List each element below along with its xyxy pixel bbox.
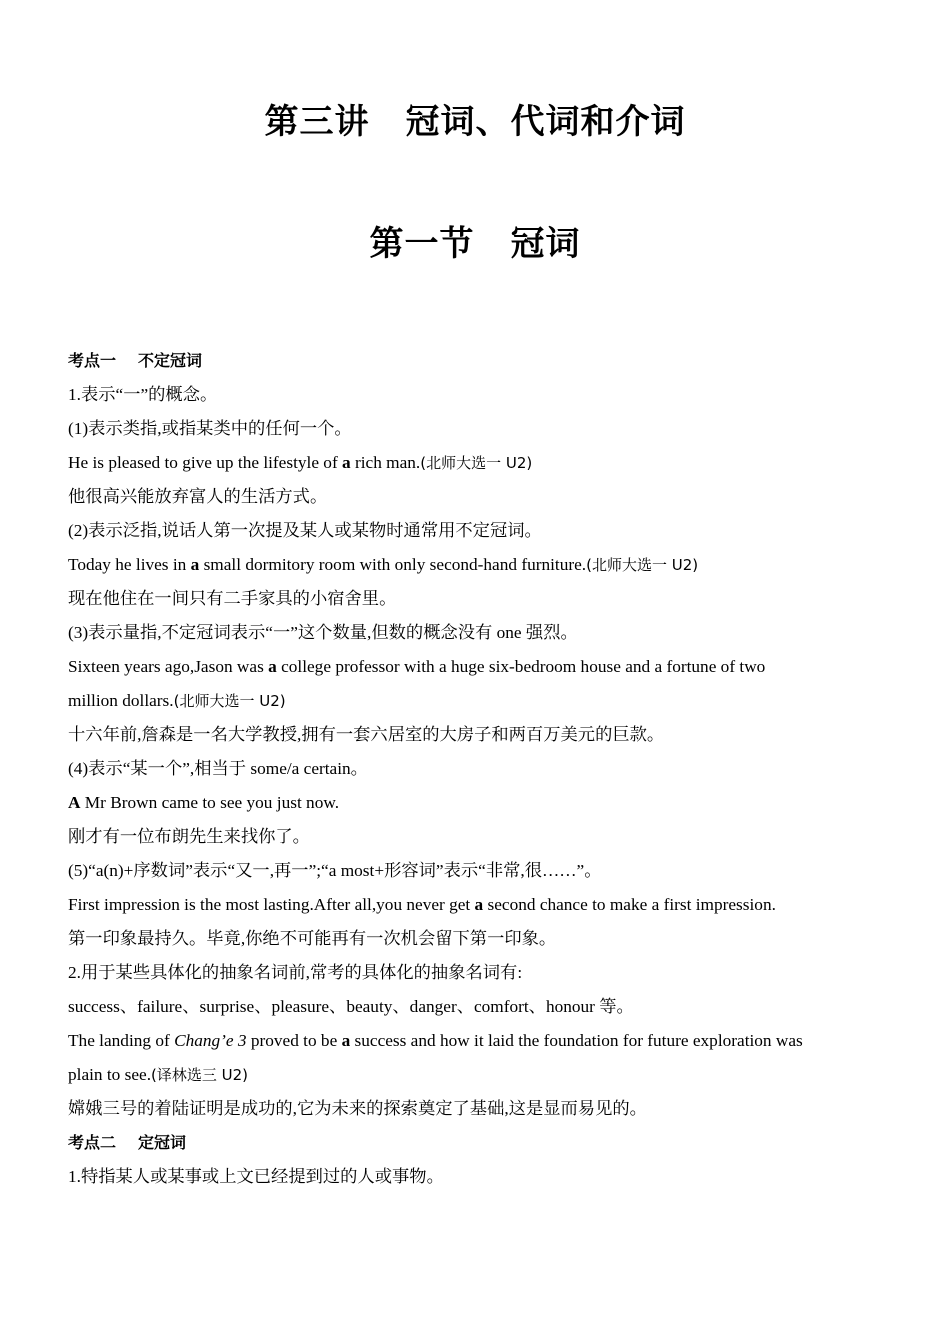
rule-1: 1.表示“一”的概念。 <box>68 385 218 404</box>
example-sentence-continued: million dollars.(北师大选一 U2) <box>68 691 286 710</box>
example-sentence: A Mr Brown came to see you just now. <box>68 793 340 812</box>
example-sentence: First impression is the most lasting.After all,you never get a second chance to make a first impression. <box>68 895 776 914</box>
example-translation: 他很高兴能放弃富人的生活方式。 <box>68 487 328 506</box>
chapter-title <box>0 94 950 143</box>
key-point-heading-1: 考点一 不定冠词 <box>68 351 203 370</box>
example-translation: 十六年前,詹森是一名大学教授,拥有一套六居室的大房子和两百万美元的巨款。 <box>68 725 665 744</box>
example-sentence: The landing of Chang’e 3 proved to be a success and how it laid the foundation for future exploration was <box>68 1031 803 1050</box>
section-number: 第一节 <box>369 224 475 264</box>
rule-1-5: (5)“a(n)+序数词”表示“又一,再一”;“a most+形容词”表示“非常,很……”。 <box>68 861 602 880</box>
rule-1-2: (2)表示泛指,说话人第一次提及某人或某物时通常用不定冠词。 <box>68 521 542 540</box>
source-note: (北师大选一 U2) <box>586 556 699 574</box>
example-translation: 第一印象最持久。毕竟,你绝不可能再有一次机会留下第一印象。 <box>68 929 557 948</box>
example-sentence-continued: plain to see.(译林选三 U2) <box>68 1065 249 1084</box>
example-sentence: Sixteen years ago,Jason was a college professor with a huge six-bedroom house and a fortune of two <box>68 657 766 676</box>
chapter-number: 第三讲 <box>264 102 370 142</box>
example-translation: 刚才有一位布朗先生来找你了。 <box>68 827 310 846</box>
source-note: (译林选三 U2) <box>151 1066 249 1084</box>
example-sentence: Today he lives in a small dormitory room with only second-hand furniture.(北师大选一 U2) <box>68 555 699 574</box>
chapter-topic: 冠词、代词和介词 <box>405 102 686 142</box>
rule-1-3: (3)表示量指,不定冠词表示“一”这个数量,但数的概念没有 one 强烈。 <box>68 623 578 642</box>
abstract-noun-list: success、failure、surprise、pleasure、beauty、danger、comfort、honour 等。 <box>68 997 634 1016</box>
example-translation: 现在他住在一间只有二手家具的小宿舍里。 <box>68 589 397 608</box>
example-sentence: He is pleased to give up the lifestyle of a rich man.(北师大选一 U2) <box>68 453 533 472</box>
section-topic: 冠词 <box>510 224 581 264</box>
example-translation: 嫦娥三号的着陆证明是成功的,它为未来的探索奠定了基础,这是显而易见的。 <box>68 1099 647 1118</box>
source-note: (北师大选一 U2) <box>173 692 286 710</box>
rule-1-4: (4)表示“某一个”,相当于 some/a certain。 <box>68 759 368 778</box>
key-point-heading-2: 考点二 定冠词 <box>68 1133 187 1152</box>
rule-definite-1: 1.特指某人或某事或上文已经提到过的人或事物。 <box>68 1167 444 1186</box>
section-title <box>0 216 950 265</box>
source-note: (北师大选一 U2) <box>420 454 533 472</box>
rule-1-1: (1)表示类指,或指某类中的任何一个。 <box>68 419 352 438</box>
document-body <box>68 344 898 1194</box>
rule-2: 2.用于某些具体化的抽象名词前,常考的具体化的抽象名词有: <box>68 963 523 982</box>
